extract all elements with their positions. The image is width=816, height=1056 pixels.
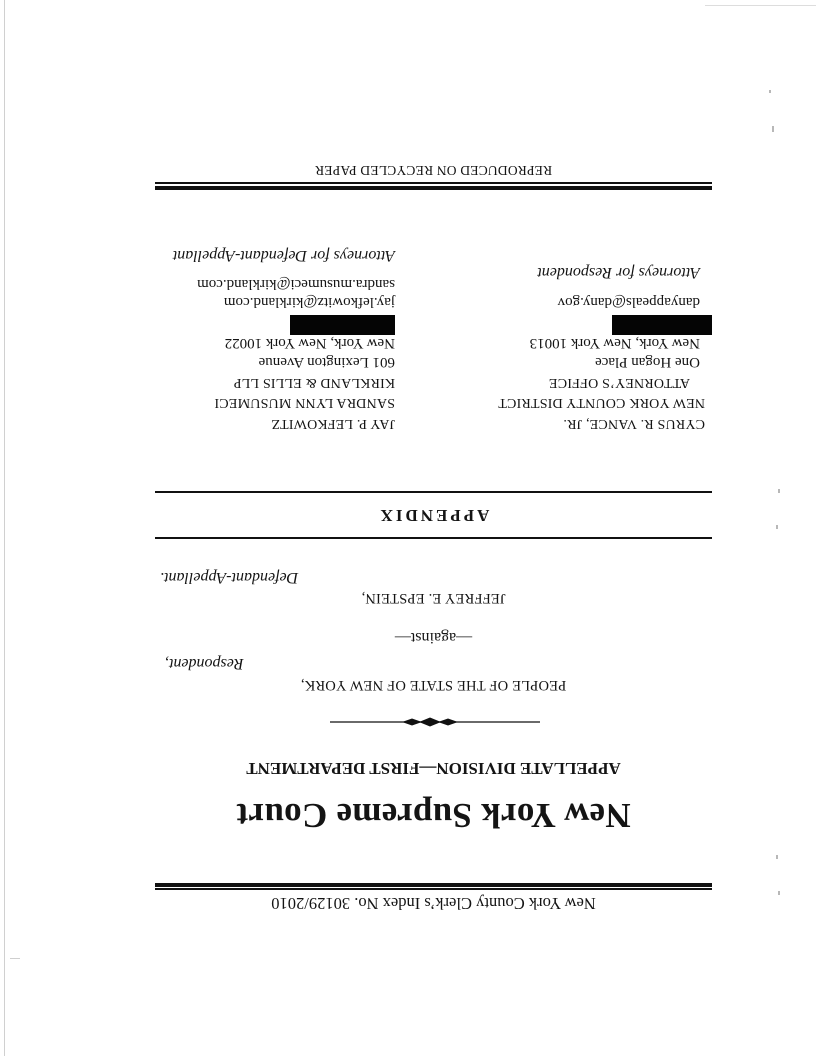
redaction-box (612, 315, 712, 335)
header-rule-thin (155, 889, 712, 891)
plaintiff-role: Respondent, (165, 655, 244, 672)
diamond-ornament (330, 716, 540, 728)
index-number: New York County Clerk’s Index No. 30129/2010 (271, 894, 596, 913)
document-title: APPENDIX (377, 506, 490, 525)
respondent-office-line2: ATTORNEY’S OFFICE (548, 375, 690, 390)
appellant-attorney-name: SANDRA LYNN MUSUMECI (214, 395, 395, 410)
defendant-role: Defendant-Appellant. (160, 569, 299, 586)
respondent-email: danyappeals@dany.gov (557, 294, 700, 310)
recycled-paper-notice: REPRODUCED ON RECYCLED PAPER (314, 163, 553, 178)
appellant-email: jay.lefkowitz@kirkland.com (223, 294, 395, 310)
appellant-city: New York, New York 10022 (224, 335, 395, 351)
defendant-name: JEFFREY E. EPSTEIN, (361, 590, 506, 606)
appellant-street: 601 Lexington Avenue (258, 354, 395, 370)
plaintiff-name: PEOPLE OF THE STATE OF NEW YORK, (300, 677, 567, 693)
respondent-attorney-name: CYRUS R. VANCE, JR. (563, 416, 705, 431)
footer-rule-thick (155, 187, 712, 191)
redaction-box (290, 315, 395, 335)
respondent-street: One Hogan Place (595, 354, 700, 370)
appellant-firm: KIRKLAND & ELLIS LLP (233, 375, 395, 390)
title-rule-top (155, 538, 712, 540)
header-rule-thick (155, 884, 712, 888)
footer-rule-thin (155, 183, 712, 185)
division-heading: APPELLATE DIVISION—FIRST DEPARTMENT (246, 759, 621, 778)
appellant-counsel-role: Attorneys for Defendant-Appellant (172, 247, 395, 264)
appellant-email: sandra.musumeci@kirkland.com (197, 276, 395, 292)
court-name: New York Supreme Court (236, 796, 631, 835)
appellant-attorney-name: JAY P. LEFKOWITZ (271, 416, 395, 431)
title-rule-bottom (155, 492, 712, 494)
respondent-city: New York, New York 10013 (529, 335, 700, 351)
respondent-counsel-role: Attorneys for Respondent (537, 264, 700, 281)
respondent-office-line1: NEW YORK COUNTY DISTRICT (498, 395, 705, 410)
versus-line: —against— (394, 629, 473, 646)
